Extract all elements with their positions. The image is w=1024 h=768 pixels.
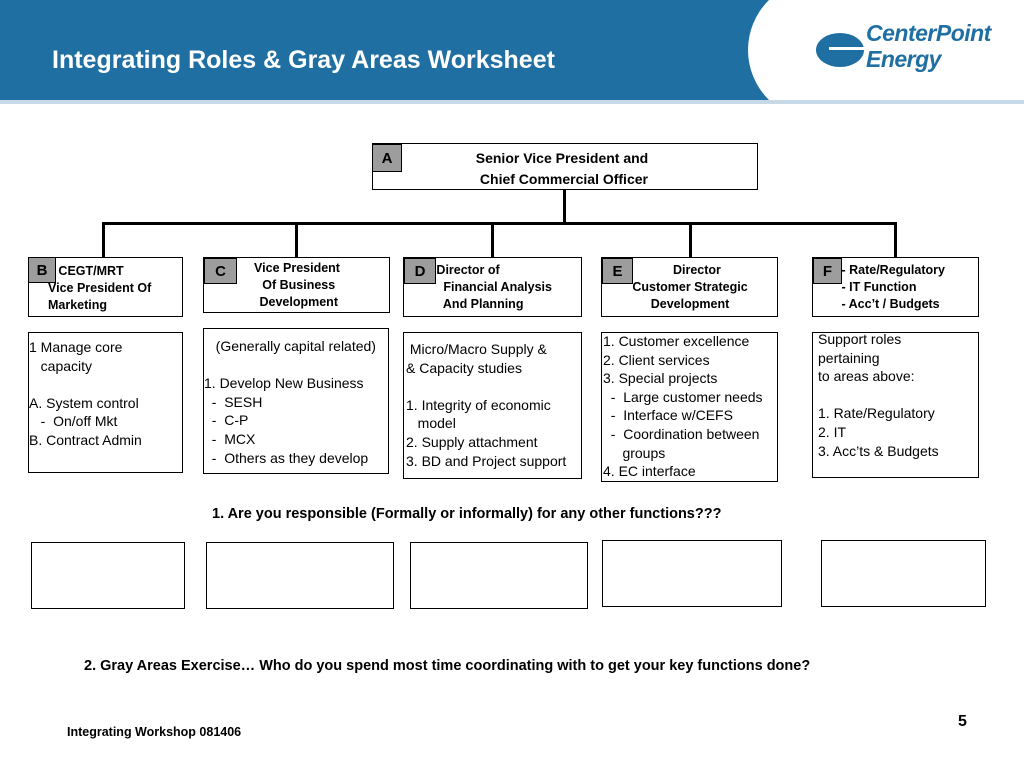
connector-horizontal xyxy=(102,222,897,225)
role-title-b: CEGT/MRT Vice President Of Marketing xyxy=(48,264,152,312)
question-2: 2. Gray Areas Exercise… Who do you spend most time coordinating with to get your key functions done? xyxy=(84,658,811,674)
connector-drop-b xyxy=(102,222,105,258)
connector-drop-c xyxy=(295,222,298,258)
duties-list-e: 1. Customer excellence 2. Client services 3. Special projects - Large customer needs - Interface w/CEFS - Coordination between groups 4. EC interface xyxy=(603,333,763,480)
duties-list-b: 1 Manage core capacity A. System control - On/off Mkt B. Contract Admin xyxy=(29,339,142,448)
duties-list-f: Support roles pertaining to areas above: 1. Rate/Regulatory 2. IT 3. Acc’ts & Budgets xyxy=(818,331,939,459)
answer-box-c[interactable] xyxy=(206,542,394,609)
connector-vertical-top xyxy=(563,189,566,223)
page-title: Integrating Roles & Gray Areas Worksheet xyxy=(52,46,555,74)
question-1: 1. Are you responsible (Formally or informally) for any other functions??? xyxy=(212,506,722,522)
letter-badge-f: F xyxy=(813,258,842,284)
answer-box-e[interactable] xyxy=(602,540,782,607)
letter-badge-a: A xyxy=(372,144,402,172)
page-number: 5 xyxy=(958,713,967,730)
role-title-d: Director of Financial Analysis And Planning xyxy=(436,263,552,311)
duties-list-c: (Generally capital related) 1. Develop New Business - SESH - C-P - MCX - Others as they develop xyxy=(204,338,376,466)
letter-badge-b: B xyxy=(28,257,56,283)
logo-text xyxy=(866,20,991,72)
role-title-f: - Rate/Regulatory - IT Function - Acc’t / Budgets xyxy=(841,263,945,311)
letter-badge-c: C xyxy=(204,258,237,284)
connector-drop-f xyxy=(894,222,897,258)
role-title-c: Vice President Of Business Development xyxy=(254,261,340,309)
answer-box-f[interactable] xyxy=(821,540,986,607)
letter-badge-e: E xyxy=(602,258,633,284)
connector-drop-e xyxy=(689,222,692,258)
senior-vp-title: Senior Vice President and Chief Commercial Officer xyxy=(475,150,649,187)
answer-box-b[interactable] xyxy=(31,542,185,609)
letter-badge-d: D xyxy=(404,258,436,284)
connector-drop-d xyxy=(491,222,494,258)
logo-line-2: Energy xyxy=(866,46,941,72)
answer-box-d[interactable] xyxy=(410,542,588,609)
centerpoint-logo-icon xyxy=(815,30,865,70)
role-title-e: Director Customer Strategic Development xyxy=(632,263,748,311)
duties-list-d: Micro/Macro Supply & & Capacity studies 1. Integrity of economic model 2. Supply attachment 3. BD and Project support xyxy=(406,341,567,469)
header-band xyxy=(0,100,1024,104)
logo-line-1: CenterPoint xyxy=(866,20,991,46)
footer-text: Integrating Workshop 081406 xyxy=(67,725,242,739)
